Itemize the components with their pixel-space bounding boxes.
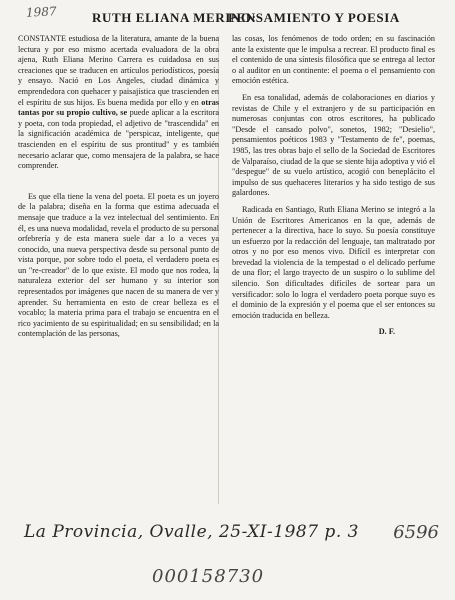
archive-number: 000158730 xyxy=(152,566,265,587)
column-right xyxy=(232,34,435,338)
footer-handwritten-note: La Provincia, Ovalle, 25-XI-1987 p. 3 xyxy=(24,522,359,542)
bold-phrase: otras tantas por su propio cultivo, se xyxy=(18,97,219,118)
stamp-number: 6596 xyxy=(393,522,439,543)
paragraph-1: CONSTANTE estudiosa de la literatura, amante de la buena lectura y por eso mismo acertada evaluadora de la obra ajena, Ruth Eliana Merino Carrera es cuidadosa en sus creaciones que se traducen en artículos periodísticos, poesía y ensayo. Nació en Los Angeles, ciudad dinámica y emprendedora con quehacer y paisajística que trascienden en el espíritu de sus hijos. Es buena medida por ello y en otras tantas por su propio cultivo, se puede aplicar a la escritora y poeta, con toda propiedad, el adjetivo de "trascendida" en la significación académica de "perspicaz, inteligente, que trascienden en el espíritu de sus prontitud" y es también necesario aclarar que, como mensajera de la palabra, se hace comprender. xyxy=(18,34,220,171)
paragraph-5: Radicada en Santiago, Ruth Eliana Merino se integró a la Unión de Escritores Americanos en la que, además de pertenecer a la directiva, hace lo suyo. Su poesía constituye un esfuerzo por la redacción del lenguaje, tan maltratado por otros y no por eso menos vivo. Difícil es interpretar con brevedad la violencia de la tempestad o el delicado perfume de una flor; el largo trayecto de un suspiro o lo sublime del silencio. Son dificultades difíciles de sortear para un versificador: solo lo logra el verdadero poeta porque suyo es el dominio de la expresión y el poema que el ser entonces su emoción traducida en belleza. xyxy=(232,204,435,320)
signature: D. F. xyxy=(378,327,395,337)
title-left: RUTH ELIANA MERINO: xyxy=(92,10,257,25)
annotation-top: 1987 xyxy=(25,4,57,20)
paragraph-3: las cosas, los fenómenos de todo orden; en su fascinación ante la existente que le impulsa a recrear. El producto final es el contenido de una síntesis filosófica que se entrega al lector o al auditor en un continente: el poema o el pensamiento con emoción estética. xyxy=(232,34,435,86)
column-left xyxy=(18,34,219,346)
paragraph-4: En esa tonalidad, además de colaboraciones en diarios y revistas de Chile y el extranjero y de su participación en numerosas conjuntas con otros escritores, ha publicado "Desde el cansado polvo", sonetos, 1982; "Desielio", pensamientos poéticos 1983 y "Testamento de fe", poemas, 1985, las tres obras bajo el sello de la Sociedad de Escritores de Valparaíso, ciudad de la que se siente hija adoptiva y vió el "despegue" de su vuelo artístico, acogió con beneplácito el impulso de sus quehaceres literarios y ha sido testigo de sus galardones. xyxy=(232,92,435,198)
title-right: PENSAMIENTO Y POESIA xyxy=(228,10,400,25)
paragraph-2: Es que ella tiene la vena del poeta. El poeta es un joyero de la palabra; diseña en la forma que estima adecuada el mensaje que traduce a la vez intelectual del sentimiento. En él, es una nueva modalidad, revela el producto de su personal orfebrería y de esta manera suele dar a lo a veces ya conocido, una nueva perspectiva desde su personal punto de vista porque, por sobre todo el poeta, el verdadero poeta es un "re-creador" de lo que existe. El modo que nos rodea, la naturaleza exterior del ser humano y su interior son representados por imágenes que nacen de su manera de ver y aprender. Su herramienta en esto de crear belleza es el vocablo; la materia prima para el trabajo se encuentra en el rico yacimiento de su espiritualidad; en su sensibilidad; en la contemplación de las personas, xyxy=(18,191,219,339)
